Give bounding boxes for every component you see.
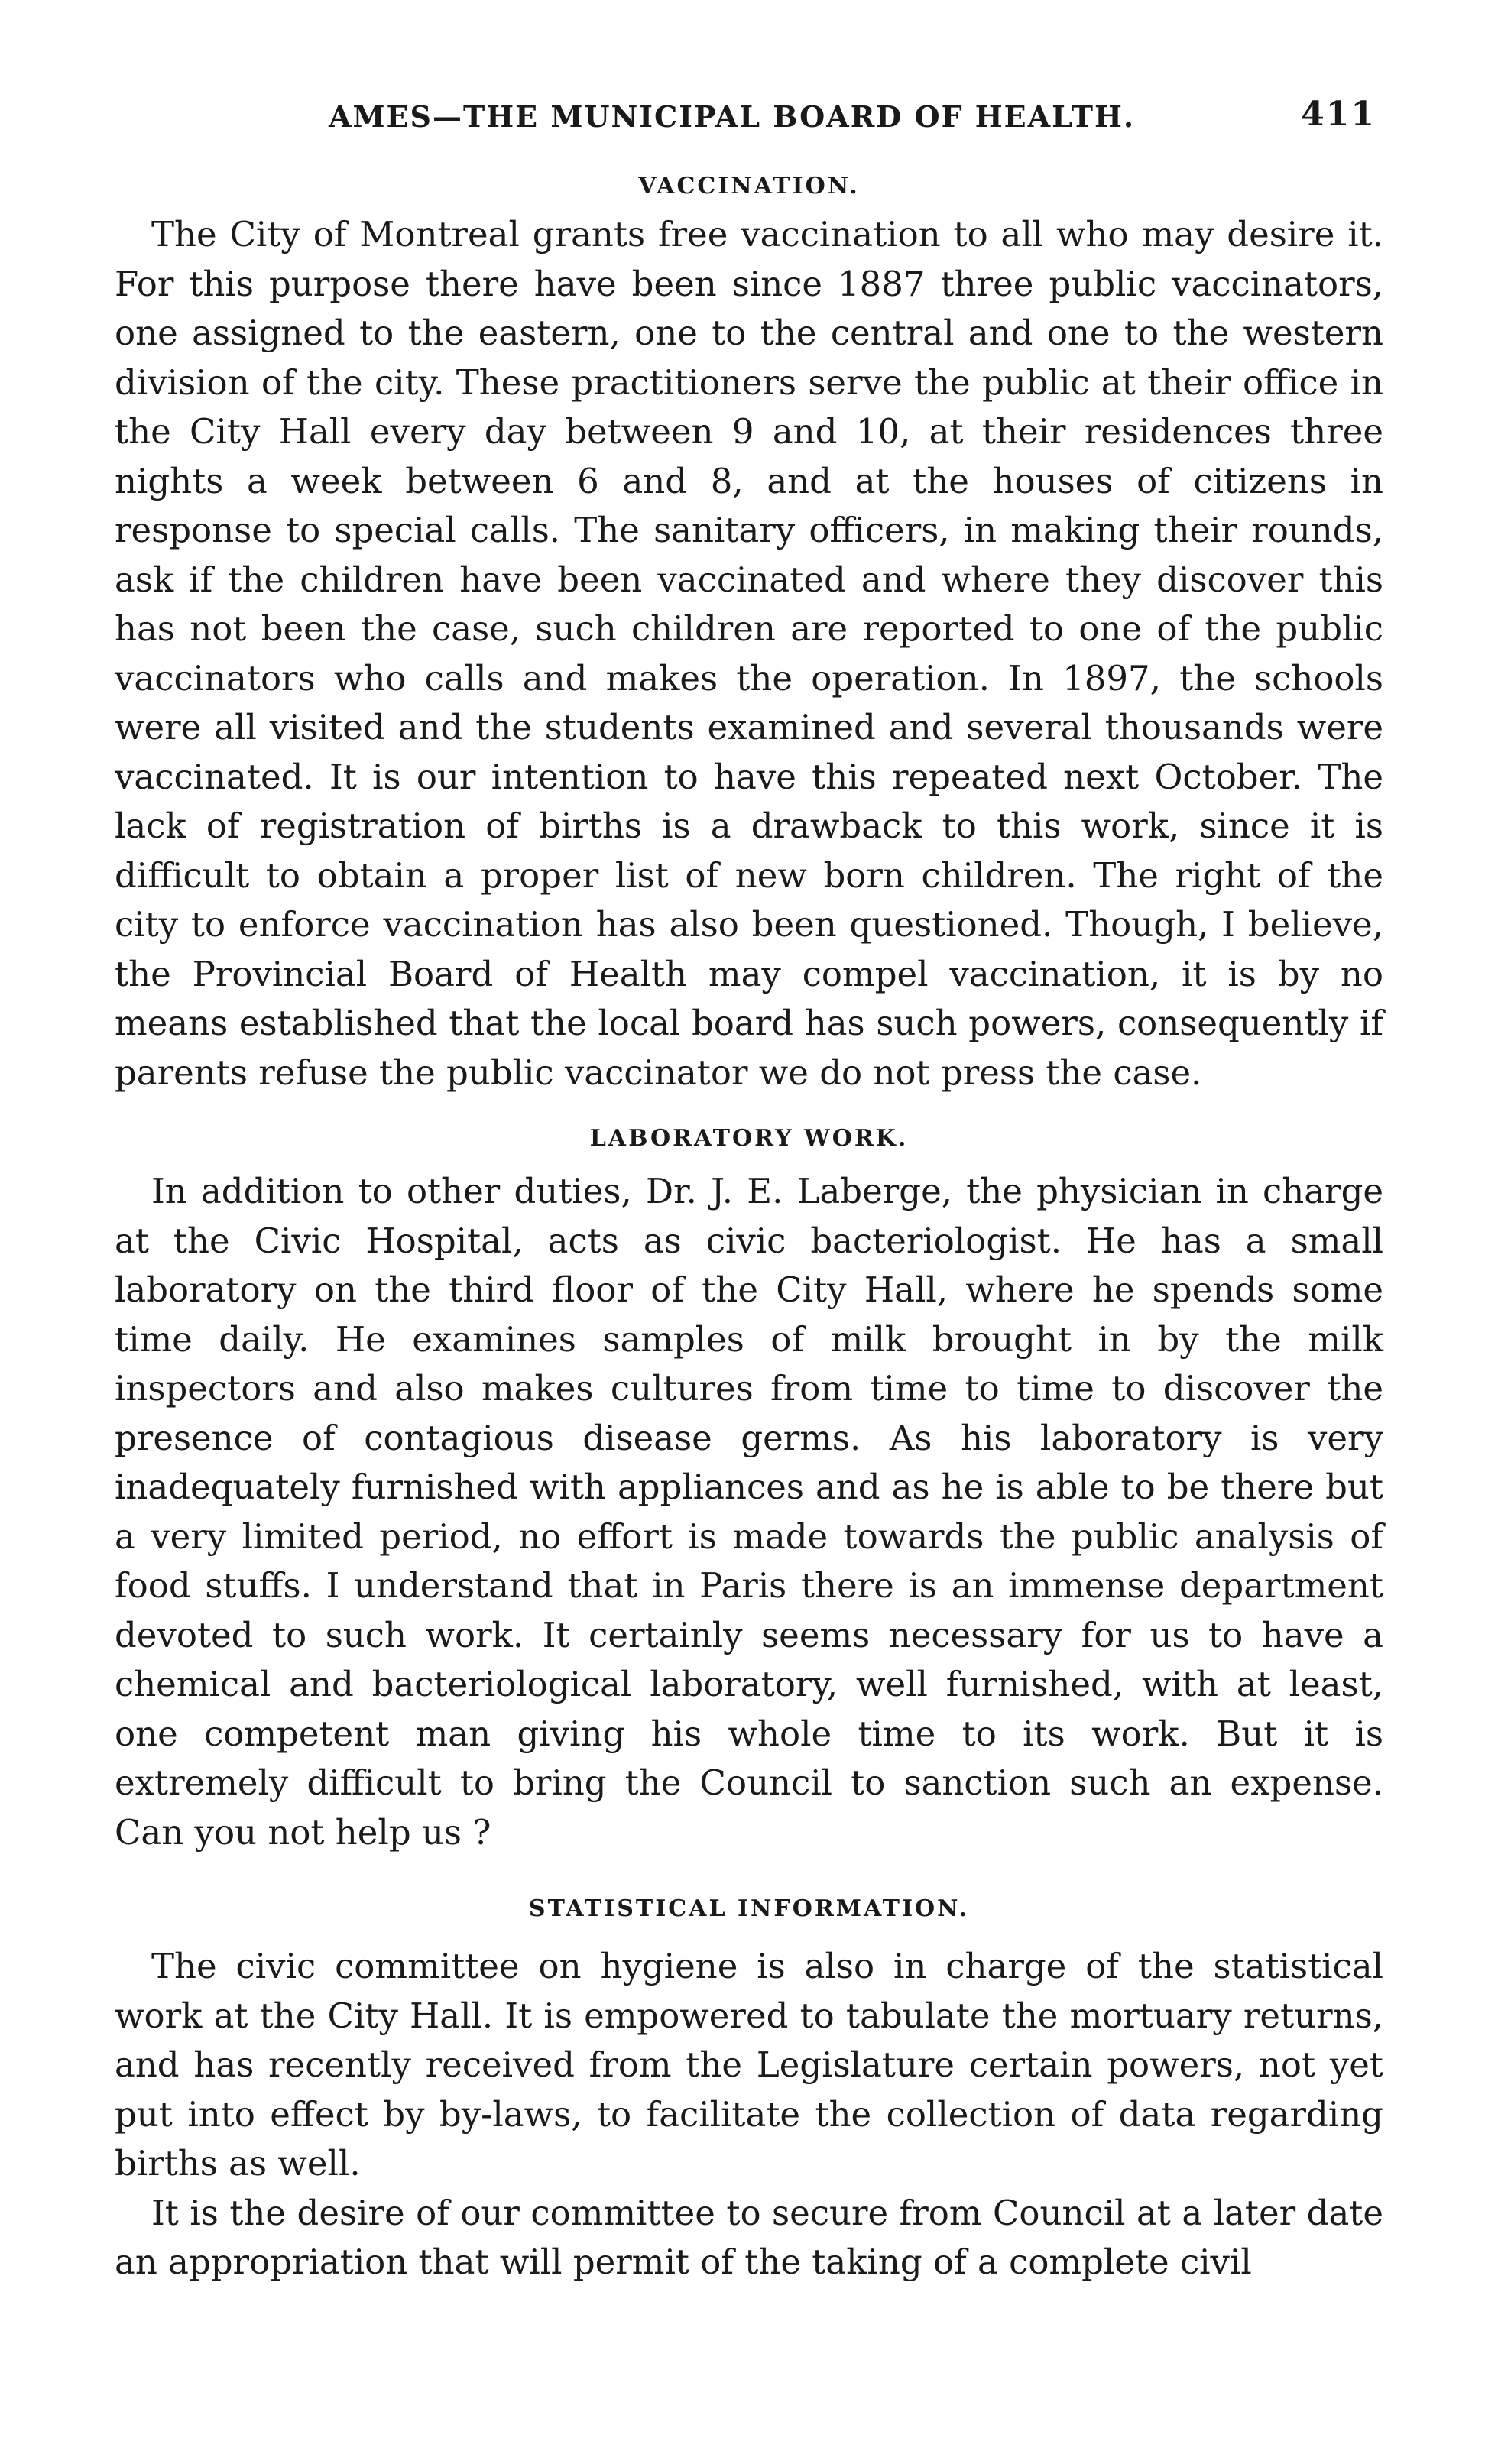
paragraph-laboratory-work: In addition to other duties, Dr. J. E. Laberge, the physician in charge at the Civic Hospital, acts as civic bacteriologist. He has a small laboratory on the third floor of the City Hall, where he spends some time daily. He examines samples of milk brought in by the milk inspectors and also makes cultures from time to time to discover the presence of contagious disease germs. As his laboratory is very inadequately furnished with appliances and as he is able to be there but a very limited period, no effort is made towards the public analysis of food stuffs. I understand that in Paris there is an immense department devoted to such work. It certainly seems necessary for us to have a chemical and bacteriological laboratory, well furnished, with at least, one competent man giving his whole time to its work. But it is extremely difficult to bring the Council to sanction such an expense. Can you not help us ?	[115, 1171, 1383, 1853]
page-number: 411	[1301, 95, 1376, 134]
running-title: AMES—THE MUNICIPAL BOARD OF HEALTH.	[329, 99, 1136, 134]
paragraph-vaccination: The City of Montreal grants free vaccination to all who may desire it. For this purpose there have been since 1887 three public vaccinators, one assigned to the eastern, one to the central and one to the western division of the city. These practitioners serve the public at their office in the City Hall every day between 9 and 10, at their residences three nights a week between 6 and 8, and at the houses of citizens in response to special calls. The sanitary officers, in making their rounds, ask if the children have been vaccinated and where they discover this has not been the case, such children are reported to one of the public vaccinators who calls and makes the operation. In 1897, the schools were all visited and the students examined and several thousands were vaccinated. It is our intention to have this repeated next October. The lack of registration of births is a drawback to this work, since it is difficult to obtain a proper list of new born children. The right of the city to enforce vaccination has also been questioned. Though, I believe, the Provincial Board of Health may compel vaccination, it is by no means established that the local board has such powers, consequently if parents refuse the public vaccinator we do not press the case.	[115, 214, 1383, 1093]
running-head	[115, 95, 1383, 145]
section-heading-laboratory-work: LABORATORY WORK.	[589, 1125, 909, 1152]
book-page	[115, 95, 1383, 2287]
section-heading-vaccination: VACCINATION.	[638, 173, 860, 199]
paragraph-statistical-information: The civic committee on hygiene is also in charge of the statistical work at the City Hall. It is empowered to tabulate the mortuary returns, and has recently received from the Legislature certain powers, not yet put into effect by by-laws, to facilitate the collection of data regarding births as well.	[115, 1946, 1383, 2184]
section-heading-statistical-information: STATISTICAL INFORMATION.	[528, 1895, 970, 1922]
paragraph-statistical-desire: It is the desire of our committee to secure from Council at a later date an appropriation that will permit of the taking of a complete civil	[115, 2192, 1383, 2282]
